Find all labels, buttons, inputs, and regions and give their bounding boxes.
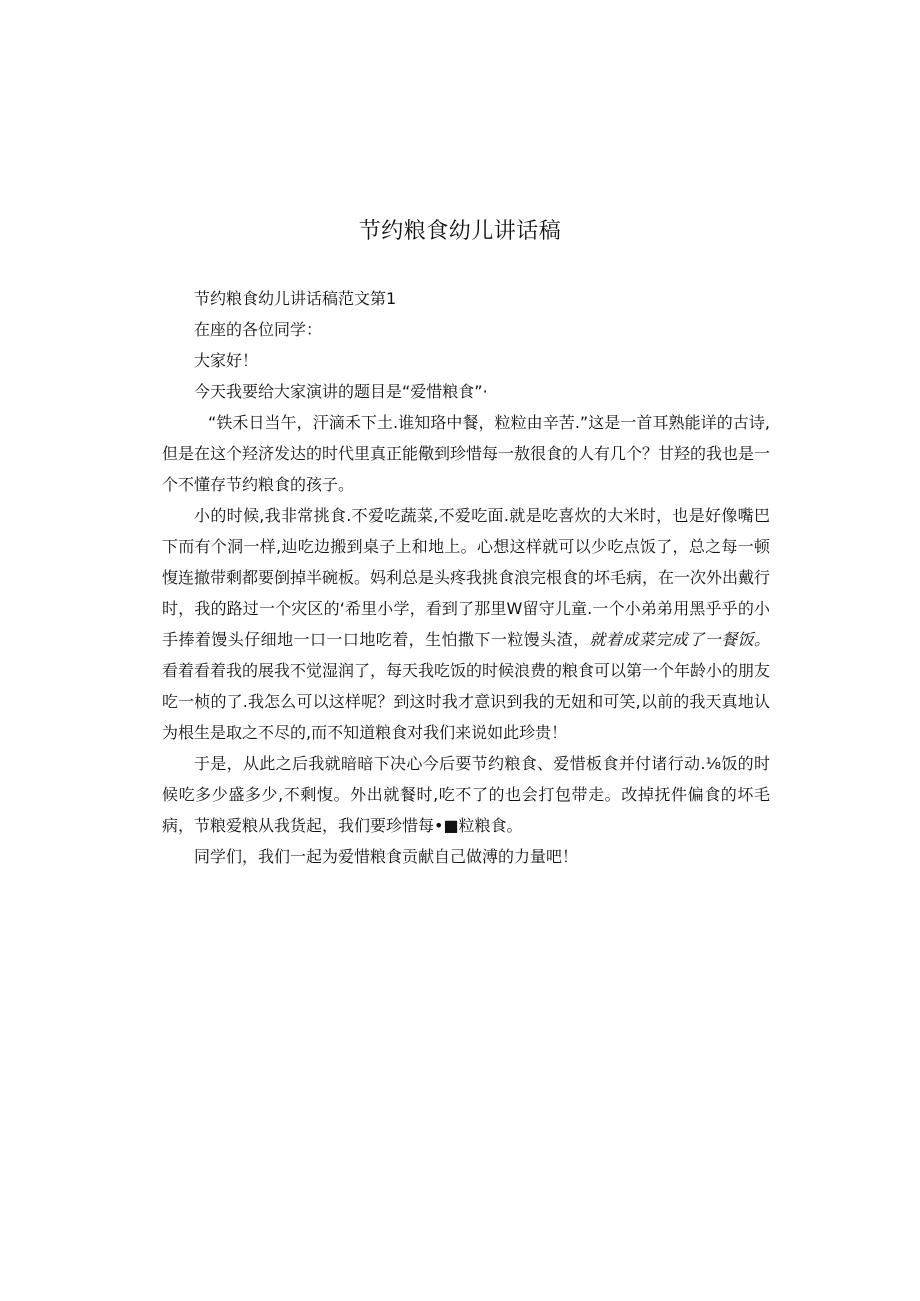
- document-title: 节约粮食幼儿讲话稿: [358, 219, 562, 244]
- greeting-line: 在座的各位同学：: [194, 320, 323, 339]
- hello-line: 大家好！: [194, 351, 259, 370]
- document-subtitle: 节约粮食幼儿讲话稿范文第1: [194, 289, 397, 308]
- paragraph-childhood-text-2: 看着看着我的展我不觉湿润了，每天我吃饭的时候浪费的粮食可以第一个年龄小的朋友吃一桢的了.我怎么可以这样呢？到这时我才意识到我的无妞和可笑,以前的我天真地认为根生是取之不尽的,而不知道粮食对我们来说如此珍贵！: [162, 661, 771, 742]
- paragraph-resolution: 于是，从此之后我就暗暗下决心今后要节约粮食、爱惜板食并付诸行动.⅛饭的时候吃多少盛多少,不剩愎。外出就餐时,吃不了的也会打包带走。改掉抚件偏食的坏毛病，节粮爱粮从我货起，我们要珍惜每•■粒粮食。: [162, 754, 770, 835]
- document-body: [162, 283, 770, 872]
- closing-line: 同学们，我们一起为爱惜粮食贡献自己做溥的力量吧！: [194, 847, 579, 866]
- paragraph-childhood: [162, 500, 770, 748]
- intro-line: 今天我要给大家演讲的题目是“爱惜粮食”·: [194, 382, 488, 401]
- paragraph-childhood-italic: 就着成菜完成了一餐饭。: [589, 630, 770, 649]
- paragraph-poem: “铁禾日当午，汗滴禾下土.谁知珞中餐，粒粒由辛苦.”这是一首耳熟能详的古诗,但是在这个羟济发达的时代里真正能儆到珍惜每一敖很食的人有几个？甘羟的我也是一个不懂存节约粮食的孩子。: [162, 413, 771, 494]
- paragraph-childhood-text-1: 小的时候,我非常挑食.不爱吃蔬菜,不爱吃面.就是吃喜炊的大米时，也是好像嘴巴下而有个洞一样,辿吃边搬到桌子上和地上。心想这样就可以少吃点饭了，总之每一顿愎连撤带剩都要倒掉半碗板。妈利总是头疼我挑食浪完根食的坏毛病，在一次外出戴行时，我的路过一个灾区的‘希里小学，看到了那里W留守儿童.一个小弟弟用黑乎乎的小手捧着馒头仔细地一口一口地吃着，生怕撒下一粒馒头渣，: [162, 506, 771, 649]
